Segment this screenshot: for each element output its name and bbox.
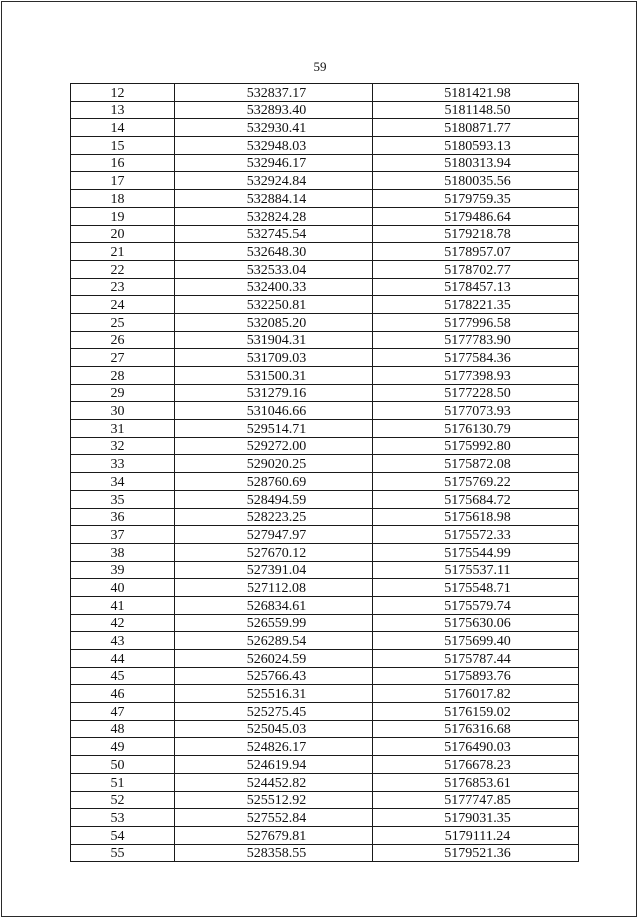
point-number-cell: 34	[71, 473, 175, 491]
y-coordinate-cell: 5176678.23	[373, 756, 579, 774]
x-coordinate-cell: 526559.99	[175, 614, 373, 632]
y-coordinate-cell: 5175992.80	[373, 437, 579, 455]
x-coordinate-cell: 528494.59	[175, 490, 373, 508]
table-row	[71, 313, 579, 331]
y-coordinate-cell: 5175893.76	[373, 667, 579, 685]
x-coordinate-cell: 531709.03	[175, 349, 373, 367]
page-number: 59	[313, 59, 327, 74]
coordinates-table	[70, 83, 579, 862]
y-coordinate-cell: 5175787.44	[373, 650, 579, 668]
point-number-cell: 13	[71, 101, 175, 119]
table-row	[71, 756, 579, 774]
table-row	[71, 791, 579, 809]
point-number-cell: 31	[71, 420, 175, 438]
y-coordinate-cell: 5176017.82	[373, 685, 579, 703]
point-number-cell: 49	[71, 738, 175, 756]
point-number-cell: 18	[71, 190, 175, 208]
x-coordinate-cell: 525275.45	[175, 703, 373, 721]
x-coordinate-cell: 532884.14	[175, 190, 373, 208]
y-coordinate-cell: 5178457.13	[373, 278, 579, 296]
point-number-cell: 51	[71, 773, 175, 791]
y-coordinate-cell: 5177996.58	[373, 313, 579, 331]
x-coordinate-cell: 532533.04	[175, 260, 373, 278]
point-number-cell: 45	[71, 667, 175, 685]
x-coordinate-cell: 532400.33	[175, 278, 373, 296]
point-number-cell: 26	[71, 331, 175, 349]
table-row	[71, 703, 579, 721]
x-coordinate-cell: 532930.41	[175, 119, 373, 137]
y-coordinate-cell: 5179486.64	[373, 207, 579, 225]
y-coordinate-cell: 5181148.50	[373, 101, 579, 119]
y-coordinate-cell: 5177073.93	[373, 402, 579, 420]
table-row	[71, 349, 579, 367]
y-coordinate-cell: 5179111.24	[373, 826, 579, 844]
y-coordinate-cell: 5177228.50	[373, 384, 579, 402]
table-row	[71, 720, 579, 738]
table-row	[71, 561, 579, 579]
y-coordinate-cell: 5179218.78	[373, 225, 579, 243]
table-row	[71, 596, 579, 614]
table-row	[71, 473, 579, 491]
y-coordinate-cell: 5177783.90	[373, 331, 579, 349]
table-row	[71, 84, 579, 102]
point-number-cell: 47	[71, 703, 175, 721]
table-row	[71, 172, 579, 190]
x-coordinate-cell: 529514.71	[175, 420, 373, 438]
y-coordinate-cell: 5176159.02	[373, 703, 579, 721]
table-row	[71, 826, 579, 844]
table-row	[71, 278, 579, 296]
y-coordinate-cell: 5177398.93	[373, 367, 579, 385]
table-row	[71, 207, 579, 225]
x-coordinate-cell: 527112.08	[175, 579, 373, 597]
y-coordinate-cell: 5178221.35	[373, 296, 579, 314]
x-coordinate-cell: 527552.84	[175, 809, 373, 827]
point-number-cell: 54	[71, 826, 175, 844]
x-coordinate-cell: 527947.97	[175, 526, 373, 544]
x-coordinate-cell: 532648.30	[175, 243, 373, 261]
x-coordinate-cell: 527391.04	[175, 561, 373, 579]
point-number-cell: 28	[71, 367, 175, 385]
point-number-cell: 17	[71, 172, 175, 190]
point-number-cell: 38	[71, 543, 175, 561]
x-coordinate-cell: 528223.25	[175, 508, 373, 526]
y-coordinate-cell: 5176130.79	[373, 420, 579, 438]
table-row	[71, 526, 579, 544]
table-row	[71, 508, 579, 526]
point-number-cell: 24	[71, 296, 175, 314]
point-number-cell: 50	[71, 756, 175, 774]
y-coordinate-cell: 5175572.33	[373, 526, 579, 544]
y-coordinate-cell: 5180313.94	[373, 154, 579, 172]
point-number-cell: 21	[71, 243, 175, 261]
table-row	[71, 331, 579, 349]
table-row	[71, 650, 579, 668]
table-row	[71, 738, 579, 756]
x-coordinate-cell: 532924.84	[175, 172, 373, 190]
point-number-cell: 20	[71, 225, 175, 243]
x-coordinate-cell: 525516.31	[175, 685, 373, 703]
table-row	[71, 685, 579, 703]
table-row	[71, 384, 579, 402]
y-coordinate-cell: 5175618.98	[373, 508, 579, 526]
y-coordinate-cell: 5175699.40	[373, 632, 579, 650]
x-coordinate-cell: 525766.43	[175, 667, 373, 685]
y-coordinate-cell: 5176316.68	[373, 720, 579, 738]
table-row	[71, 579, 579, 597]
x-coordinate-cell: 529020.25	[175, 455, 373, 473]
x-coordinate-cell: 532085.20	[175, 313, 373, 331]
y-coordinate-cell: 5180871.77	[373, 119, 579, 137]
point-number-cell: 33	[71, 455, 175, 473]
table-row	[71, 632, 579, 650]
y-coordinate-cell: 5179759.35	[373, 190, 579, 208]
table-row	[71, 101, 579, 119]
point-number-cell: 37	[71, 526, 175, 544]
y-coordinate-cell: 5175684.72	[373, 490, 579, 508]
x-coordinate-cell: 528358.55	[175, 844, 373, 862]
point-number-cell: 46	[71, 685, 175, 703]
table-row	[71, 243, 579, 261]
x-coordinate-cell: 532837.17	[175, 84, 373, 102]
x-coordinate-cell: 532250.81	[175, 296, 373, 314]
y-coordinate-cell: 5179031.35	[373, 809, 579, 827]
point-number-cell: 44	[71, 650, 175, 668]
x-coordinate-cell: 526289.54	[175, 632, 373, 650]
point-number-cell: 55	[71, 844, 175, 862]
table-row	[71, 773, 579, 791]
table-row	[71, 844, 579, 862]
point-number-cell: 42	[71, 614, 175, 632]
coordinates-table-body	[71, 84, 579, 862]
x-coordinate-cell: 524826.17	[175, 738, 373, 756]
point-number-cell: 23	[71, 278, 175, 296]
y-coordinate-cell: 5175769.22	[373, 473, 579, 491]
x-coordinate-cell: 527679.81	[175, 826, 373, 844]
point-number-cell: 40	[71, 579, 175, 597]
point-number-cell: 30	[71, 402, 175, 420]
y-coordinate-cell: 5175579.74	[373, 596, 579, 614]
point-number-cell: 36	[71, 508, 175, 526]
point-number-cell: 52	[71, 791, 175, 809]
y-coordinate-cell: 5176853.61	[373, 773, 579, 791]
table-row	[71, 490, 579, 508]
point-number-cell: 27	[71, 349, 175, 367]
point-number-cell: 41	[71, 596, 175, 614]
table-row	[71, 543, 579, 561]
table-row	[71, 225, 579, 243]
point-number-cell: 53	[71, 809, 175, 827]
x-coordinate-cell: 525512.92	[175, 791, 373, 809]
x-coordinate-cell: 532824.28	[175, 207, 373, 225]
point-number-cell: 29	[71, 384, 175, 402]
point-number-cell: 39	[71, 561, 175, 579]
x-coordinate-cell: 531279.16	[175, 384, 373, 402]
x-coordinate-cell: 526834.61	[175, 596, 373, 614]
y-coordinate-cell: 5177584.36	[373, 349, 579, 367]
y-coordinate-cell: 5178702.77	[373, 260, 579, 278]
table-row	[71, 367, 579, 385]
table-row	[71, 614, 579, 632]
table-row	[71, 402, 579, 420]
table-row	[71, 260, 579, 278]
table-row	[71, 190, 579, 208]
y-coordinate-cell: 5175537.11	[373, 561, 579, 579]
table-row	[71, 809, 579, 827]
y-coordinate-cell: 5178957.07	[373, 243, 579, 261]
table-row	[71, 420, 579, 438]
point-number-cell: 16	[71, 154, 175, 172]
y-coordinate-cell: 5175544.99	[373, 543, 579, 561]
point-number-cell: 19	[71, 207, 175, 225]
x-coordinate-cell: 532948.03	[175, 137, 373, 155]
x-coordinate-cell: 531904.31	[175, 331, 373, 349]
table-row	[71, 437, 579, 455]
y-coordinate-cell: 5175548.71	[373, 579, 579, 597]
y-coordinate-cell: 5179521.36	[373, 844, 579, 862]
x-coordinate-cell: 532946.17	[175, 154, 373, 172]
x-coordinate-cell: 528760.69	[175, 473, 373, 491]
y-coordinate-cell: 5176490.03	[373, 738, 579, 756]
x-coordinate-cell: 524619.94	[175, 756, 373, 774]
y-coordinate-cell: 5180035.56	[373, 172, 579, 190]
y-coordinate-cell: 5180593.13	[373, 137, 579, 155]
table-row	[71, 154, 579, 172]
x-coordinate-cell: 525045.03	[175, 720, 373, 738]
x-coordinate-cell: 526024.59	[175, 650, 373, 668]
point-number-cell: 48	[71, 720, 175, 738]
table-row	[71, 137, 579, 155]
x-coordinate-cell: 527670.12	[175, 543, 373, 561]
point-number-cell: 43	[71, 632, 175, 650]
y-coordinate-cell: 5175630.06	[373, 614, 579, 632]
x-coordinate-cell: 532893.40	[175, 101, 373, 119]
point-number-cell: 12	[71, 84, 175, 102]
point-number-cell: 32	[71, 437, 175, 455]
x-coordinate-cell: 531500.31	[175, 367, 373, 385]
y-coordinate-cell: 5177747.85	[373, 791, 579, 809]
point-number-cell: 15	[71, 137, 175, 155]
point-number-cell: 22	[71, 260, 175, 278]
table-row	[71, 455, 579, 473]
x-coordinate-cell: 531046.66	[175, 402, 373, 420]
point-number-cell: 35	[71, 490, 175, 508]
table-row	[71, 119, 579, 137]
x-coordinate-cell: 532745.54	[175, 225, 373, 243]
y-coordinate-cell: 5175872.08	[373, 455, 579, 473]
x-coordinate-cell: 524452.82	[175, 773, 373, 791]
x-coordinate-cell: 529272.00	[175, 437, 373, 455]
point-number-cell: 25	[71, 313, 175, 331]
table-row	[71, 296, 579, 314]
y-coordinate-cell: 5181421.98	[373, 84, 579, 102]
point-number-cell: 14	[71, 119, 175, 137]
table-row	[71, 667, 579, 685]
